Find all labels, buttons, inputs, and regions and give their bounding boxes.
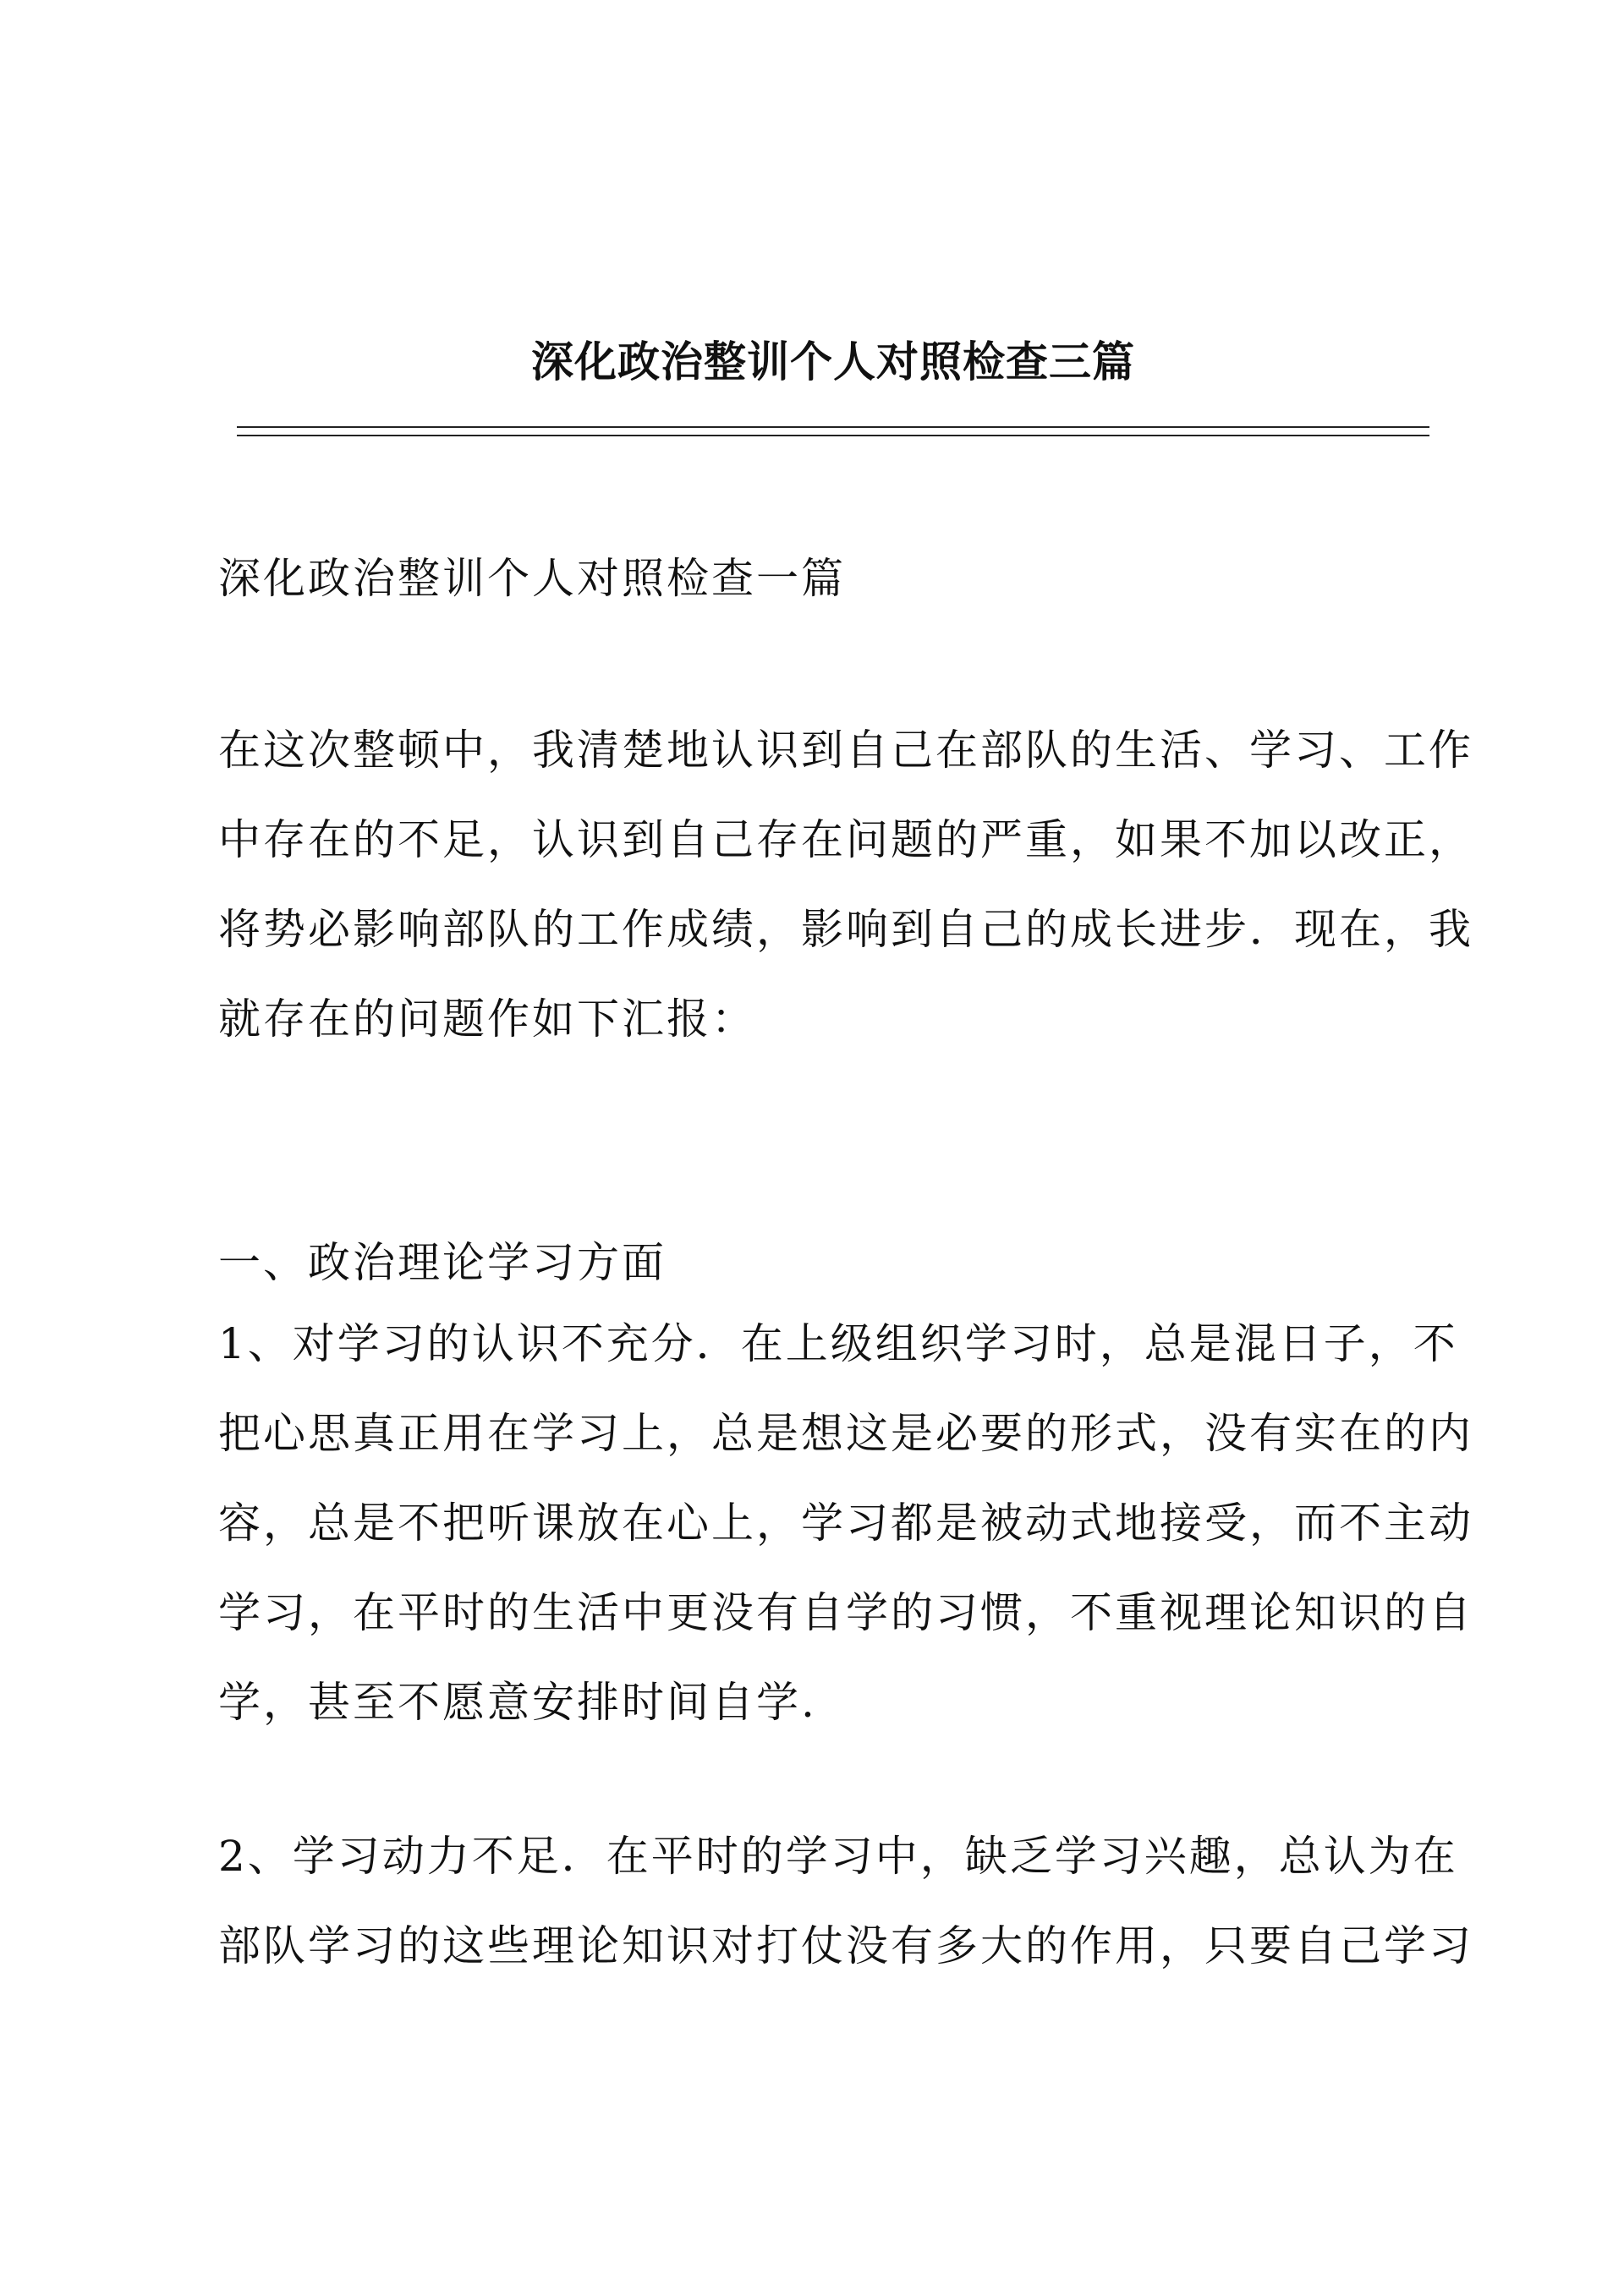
intro-paragraph — [218, 705, 1473, 1064]
sub-heading — [218, 534, 1436, 623]
paragraph-line: 学，甚至不愿意安排时间自学. — [218, 1678, 817, 1727]
document-title: 深化政治整训个人对照检查三篇 — [531, 337, 1135, 386]
paragraph-line: 就存在的问题作如下汇报： — [218, 995, 756, 1044]
paragraph-line: 容，总是不把听课放在心上，学习都是被动式地接受，而不主动 — [218, 1499, 1473, 1548]
paragraph-line: 部队学习的这些理论知识对打仗没有多大的作用，只要自己学习 — [218, 1921, 1473, 1970]
section-heading — [218, 1218, 1436, 1307]
paragraph-line: 1、对学习的认识不充分．在上级组织学习时，总是混日子，不 — [218, 1319, 1458, 1368]
point-1-paragraph — [218, 1299, 1473, 1747]
point-2-paragraph — [218, 1811, 1473, 1991]
paragraph-line: 将势必影响部队的工作成绩，影响到自己的成长进步．现在，我 — [218, 905, 1473, 954]
paragraph-line: 在这次整顿中，我清楚地认识到自己在部队的生活、学习、工作 — [218, 726, 1473, 775]
section-heading-text: 一、政治理论学习方面 — [218, 1238, 667, 1287]
paragraph-line: 2、学习动力不足．在平时的学习中，缺乏学习兴趣，总认为在 — [218, 1832, 1458, 1881]
paragraph-line: 中存在的不足，认识到自己存在问题的严重，如果不加以改正， — [218, 815, 1473, 864]
title-double-rule — [237, 426, 1429, 436]
paragraph-line: 学习，在平时的生活中更没有自学的习惯，不重视理论知识的自 — [218, 1588, 1473, 1637]
sub-heading-text: 深化政治整训个人对照检查一篇 — [218, 554, 846, 603]
paragraph-line: 把心思真正用在学习上，总是想这是必要的形式，没有实在的内 — [218, 1409, 1473, 1458]
